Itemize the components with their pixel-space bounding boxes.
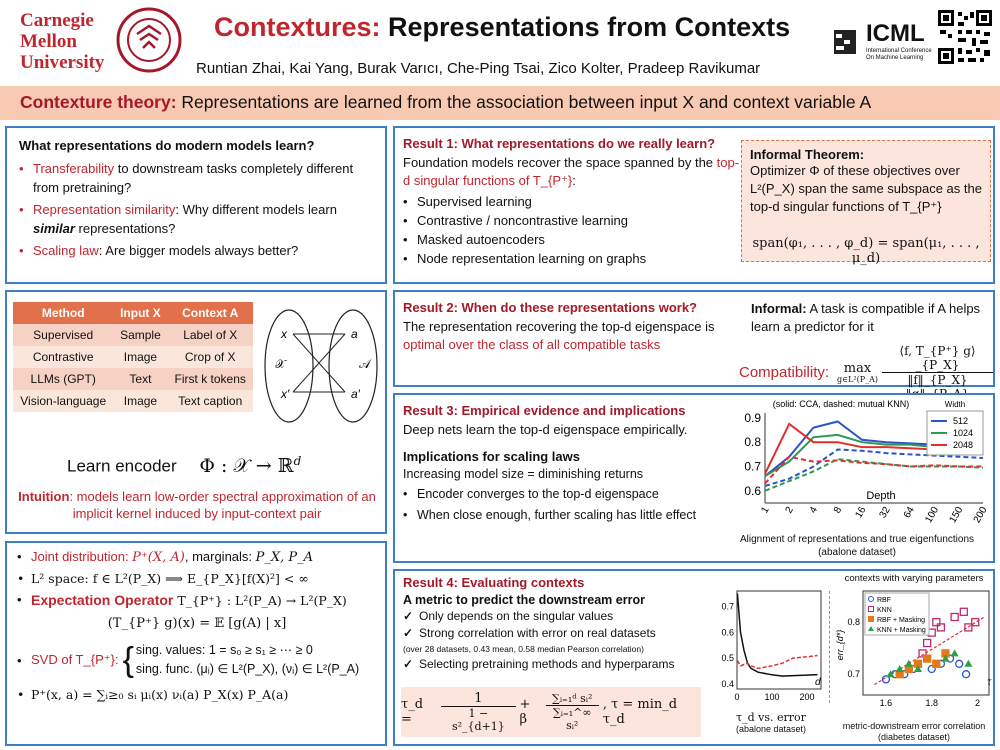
table-header: Context A	[167, 302, 253, 324]
list-item: • Encoder converges to the top-d eigenspace	[403, 485, 733, 503]
banner	[20, 92, 871, 113]
correlation-note: (over 28 datasets, 0.43 mean, 0.58 median Pearson correlation)	[403, 644, 644, 654]
diagram-xp: x′	[281, 387, 290, 401]
chart3-point	[933, 660, 940, 667]
chart2-y-tick: 0.7	[721, 601, 734, 612]
decomposition: • P⁺(x, a) = ∑ᵢ≥₀ sᵢ μᵢ(x) νᵢ(a) P_X(x) P_A(a)	[17, 687, 289, 702]
title-rest: Representations from Contexts	[380, 12, 791, 42]
cmu-logo	[20, 10, 110, 73]
result2-heading: Result 2: When do these representations work?	[403, 300, 697, 315]
theorem-formula: span(φ₁, . . . , φ_d) = span(μ₁, . . . , μ_d)	[752, 236, 980, 266]
chart3-legend-label: RBF + Masking	[877, 617, 926, 624]
chart1-x-tick: 200	[971, 505, 990, 525]
depth-alignment-chart	[721, 397, 993, 537]
implications-line: Increasing model size = diminishing returns	[403, 467, 644, 481]
list-item: ✓ Strong correlation with error on real datasets	[403, 625, 733, 642]
diagram-X: 𝒳	[275, 357, 286, 371]
chart2-y-tick: 0.6	[721, 627, 734, 638]
banner-text: Representations are learned from the association between input X and context variable A	[176, 92, 872, 112]
cmu-logo-line1: Carnegie	[20, 10, 94, 31]
method-table	[13, 302, 253, 412]
title-colored: Contextures:	[214, 12, 381, 42]
chart3-point	[924, 655, 931, 662]
chart3-caption: metric-downstream error correlation (diabetes dataset)	[842, 721, 986, 742]
list-item: ✓ Selecting pretraining methods and hyperparams	[403, 656, 733, 673]
theorem-title: Informal Theorem:	[750, 147, 865, 162]
table-header: Method	[13, 302, 113, 324]
panel-result3	[393, 393, 995, 563]
chart3-point	[951, 649, 959, 656]
authors: Runtian Zhai, Kai Yang, Burak Varıcı, Che-Ping Tsai, Zico Kolter, Pradeep Ravikumar	[196, 60, 761, 77]
chart1-x-label: Depth	[866, 490, 896, 502]
implications-heading: Implications for scaling laws	[403, 449, 580, 464]
chart3-legend-label: RBF	[877, 597, 891, 604]
chart1-x-tick: 100	[923, 505, 942, 525]
chart3-point	[960, 608, 967, 615]
chart3-legend-swatch	[869, 617, 874, 622]
table-header-row	[13, 302, 253, 324]
diagram-a: a	[351, 327, 358, 341]
chart1-y-tick: 0.6	[744, 483, 761, 498]
chart3-y-tick: 0.8	[847, 617, 860, 628]
result1-intro: Foundation models recover the space spanned by the top-d singular functions of T_{P⁺}:	[403, 155, 740, 188]
metric-error-scatter	[833, 585, 995, 711]
chart3-y-label: err_{d*}	[835, 629, 845, 661]
table-row: Vision-language Image Text caption	[13, 390, 253, 412]
result3-heading: Result 3: Empirical evidence and implications	[403, 403, 686, 418]
poster-title	[214, 12, 790, 43]
panel-result4	[393, 569, 995, 746]
table-header: Input X	[113, 302, 167, 324]
chart2-y-tick: 0.5	[721, 653, 734, 664]
panel1-heading: What representations do modern models learn?	[19, 138, 315, 153]
diagram-ap: a′	[351, 387, 360, 401]
chart1-y-tick: 0.7	[744, 459, 761, 474]
encoder-formula: Φ : 𝒳 → ℝ	[199, 454, 294, 477]
operator-definition: (T_{P⁺} g)(x) = 𝔼 [g(A) | x]	[107, 616, 287, 631]
chart2-x-label: d	[815, 677, 821, 688]
chart3-title: contexts with varying parameters	[844, 573, 984, 584]
chart1-legend-label: 1024	[953, 428, 974, 438]
chart3-x-label: τ	[987, 677, 991, 688]
chart3-point	[951, 614, 958, 621]
diagram-x: x	[281, 327, 287, 341]
table-row: Supervised Sample Label of X	[13, 324, 253, 346]
chart1-x-tick: 4	[807, 505, 821, 516]
bipartite-diagram	[259, 306, 383, 428]
table-row: Contrastive Image Crop of X	[13, 346, 253, 368]
intuition: Intuition: models learn low-order spectral approximation of an implicit kernel induced by input-context pair	[18, 489, 376, 521]
tau-vs-error-chart	[707, 585, 827, 705]
chart2-x-tick: 200	[799, 692, 815, 702]
chart2-y-tick: 0.4	[721, 678, 734, 689]
chart3-y-tick: 0.7	[847, 669, 860, 680]
chart1-x-tick: 2	[783, 505, 796, 516]
chart1-title: (solid: CCA, dashed: mutual KNN)	[772, 399, 910, 409]
list-item: • Contrastive / noncontrastive learning	[403, 213, 743, 229]
chart3-x-tick: 2	[975, 698, 981, 708]
chart1-x-tick: 16	[853, 505, 869, 521]
result1-heading: Result 1: What representations do we really learn?	[403, 136, 716, 151]
panel-result2	[393, 290, 995, 387]
result4-subheading: A metric to predict the downstream error	[403, 593, 645, 607]
chart1-x-tick: 32	[877, 505, 893, 521]
table-row: LLMs (GPT) Text First k tokens	[13, 368, 253, 390]
chart1-y-tick: 0.8	[744, 435, 761, 450]
chart2-caption: τ_d vs. error (abalone dataset)	[735, 711, 807, 734]
chart1-x-tick: 8	[831, 505, 845, 516]
chart3-x-tick: 1.8	[925, 698, 938, 708]
theorem-text: Optimizer Φ of these objectives over L²(P_X) span the same subspace as the top-d singular functions of T_{P⁺}	[750, 163, 982, 214]
chart1-y-tick: 0.9	[744, 410, 761, 425]
list-item: • Masked autoencoders	[403, 232, 743, 248]
chart1-x-tick: 64	[901, 505, 917, 521]
svd: • SVD of T_{P⁺}: { sing. values: 1 = s₀ ≥ s₁ ≥ ⋯ ≥ 0 sing. func. (μᵢ) ∈ L²(P_X), (νᵢ) ∈ L²(P_A)	[17, 641, 360, 679]
question-similarity: • Representation similarity: Why different models learn similar representations?	[19, 200, 375, 238]
chart3-point	[956, 660, 963, 667]
result4-heading: Result 4: Evaluating contexts	[403, 575, 585, 590]
icml-wordmark: ICML	[866, 20, 925, 47]
list-item: • Supervised learning	[403, 194, 743, 210]
panel-result1	[393, 126, 995, 284]
list-item: ✓ Only depends on the singular values	[403, 608, 733, 625]
chart1-caption: Alignment of representations and true eigenfunctions (abalone dataset)	[739, 534, 975, 558]
list-item: • Node representation learning on graphs	[403, 251, 743, 267]
chart1-legend-label: 512	[953, 416, 969, 426]
singular-values: sing. values: 1 = s₀ ≥ s₁ ≥ ⋯ ≥ 0	[135, 643, 313, 657]
chart3-point	[963, 671, 970, 678]
chart1-x-tick: 1	[759, 505, 772, 516]
chart1-legend-label: 2048	[953, 440, 974, 450]
chart3-point	[905, 660, 913, 667]
panel-math	[5, 541, 387, 746]
chart3-point	[933, 619, 940, 626]
l2-space: • L² space: f ∈ L²(P_X) ⟹ E_{P_X}[f(X)²] < ∞	[17, 571, 309, 586]
expectation-operator: • Expectation Operator T_{P⁺} : L²(P_A) → L²(P_X)	[17, 592, 347, 608]
chart3-point	[964, 660, 972, 667]
chart3-point	[896, 665, 904, 672]
chart3-legend-label: KNN	[877, 607, 892, 614]
chart3-legend-label: KNN + Masking	[877, 627, 926, 634]
learn-encoder: Learn encoder Φ : 𝒳 → ℝ$^d$	[67, 454, 302, 477]
result3-line1: Deep nets learn the top-d eigenspace empirically.	[403, 422, 688, 437]
banner-bold: Contexture theory:	[20, 92, 177, 112]
chart3-point	[937, 624, 944, 631]
compatibility-informal: Informal: A task is compatible if A helps learn a predictor for it	[751, 301, 981, 334]
question-scaling: • Scaling law: Are bigger models always better?	[19, 241, 375, 260]
chart1-series-line	[765, 457, 983, 484]
pku-seal-icon	[115, 6, 183, 74]
question-transferability: • Transferability to downstream tasks completely different from pretraining?	[19, 159, 375, 197]
chart3-x-tick: 1.6	[879, 698, 893, 708]
result2-text: The representation recovering the top-d eigenspace is optimal over the class of all compatible tasks	[403, 319, 715, 352]
chart2-x-tick: 100	[764, 692, 780, 702]
singular-functions: sing. func. (μᵢ) ∈ L²(P_X), (νᵢ) ∈ L²(P_A)	[135, 662, 360, 676]
list-item: • When close enough, further scaling has little effect	[403, 506, 733, 524]
chart1-x-tick: 150	[947, 505, 966, 525]
tau-formula: τ_d = 1 1 − s²_{d+1} + β ∑ᵢ₌₁ᵈ sᵢ² ∑ᵢ₌₁^∞ sᵢ² , τ = min_d τ_d	[401, 687, 701, 737]
compatibility-formula: Compatibility: max g∈L²(P_A) ⟨f, T_{P⁺} g⟩_{P_X} ‖f‖_{P_X}	[739, 344, 993, 401]
cmu-logo-line3: University	[20, 52, 105, 73]
joint-distribution: • Joint distribution: P⁺(X, A), marginals: P_X, P_A	[17, 549, 314, 565]
panel-contexts	[5, 290, 387, 534]
icml-sub2: On Machine Learning	[866, 55, 924, 61]
chart1-legend-title: Width	[944, 400, 966, 409]
chart3-point	[965, 624, 972, 631]
panel-questions	[5, 126, 387, 284]
diagram-A: 𝒜	[359, 357, 371, 371]
chart3-point	[924, 640, 931, 647]
chart2-x-tick: 0	[734, 692, 740, 702]
icml-sub1: International Conference	[866, 48, 932, 54]
cmu-logo-line2: Mellon	[20, 31, 77, 52]
icml-logo	[866, 20, 932, 62]
qr-code-icon[interactable]	[936, 8, 994, 66]
